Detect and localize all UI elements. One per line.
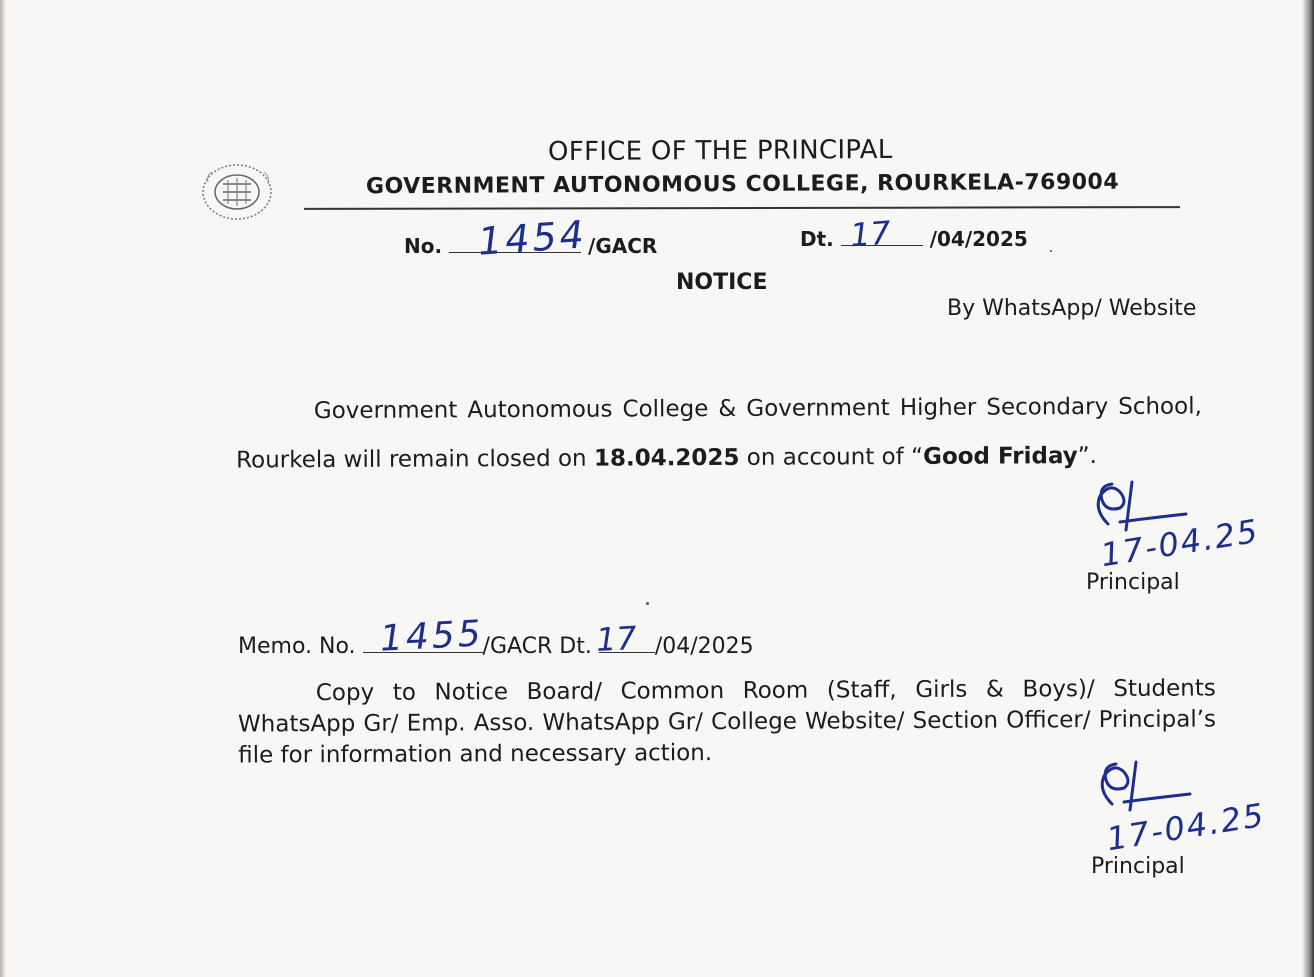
copy-to-text: Copy to Notice Board/ Common Room (Staff, Girls & Boys)/ Students WhatsApp Gr/ Emp. Asso. WhatsApp Gr/ College Website/ Section Officer/ Principal’s file for information and necessary action. (237, 675, 1217, 769)
signature-1-label: Principal (1086, 570, 1180, 595)
memo-no-handwritten: 1455 (378, 613, 485, 660)
signature-2-date: 17-04.25 (1104, 795, 1268, 859)
reference-date-suffix: /04/2025 (929, 227, 1028, 251)
closure-date: 18.04.2025 (593, 444, 740, 472)
notice-body-text-2: on account of “ (739, 443, 924, 471)
signature-2-label: Principal (1091, 854, 1185, 879)
memo-date-handwritten: 17 (595, 618, 638, 660)
notice-body-text-3: ”. (1077, 443, 1098, 470)
memo-label: Memo. No. (238, 634, 356, 659)
signature-1-date: 17-04.25 (1098, 511, 1262, 575)
college-heading: GOVERNMENT AUTONOMOUS COLLEGE, ROURKELA-769004 (365, 169, 1120, 200)
header-divider (304, 206, 1180, 210)
reference-no-handwritten: 1454 (476, 212, 589, 264)
reference-no-suffix: /GACR (588, 234, 658, 258)
notice-body-text: Government Autonomous College & Government Higher Secondary School, Rourkela will remain closed on (236, 393, 1202, 474)
memo-date-suffix: /04/2025 (654, 634, 754, 659)
reference-no-label: No. (404, 234, 443, 258)
reference-date (800, 227, 1028, 251)
notice-distribution: By WhatsApp/ Website (947, 296, 1197, 321)
memo-no-suffix: /GACR Dt. (482, 634, 592, 659)
memo-line (238, 634, 754, 659)
college-seal-icon (198, 160, 276, 224)
ink-speck (1050, 250, 1052, 252)
reference-date-label: Dt. (800, 227, 834, 251)
occasion-name: Good Friday (922, 443, 1078, 470)
office-heading: OFFICE OF THE PRINCIPAL (547, 134, 893, 168)
reference-date-handwritten: 17 (848, 213, 892, 255)
notice-title: NOTICE (676, 270, 768, 295)
paper-right-edge (1302, 0, 1314, 977)
paper-left-edge (0, 0, 6, 977)
ink-speck (646, 602, 649, 605)
notice-body (236, 382, 1202, 485)
copy-to-paragraph (238, 673, 1216, 771)
